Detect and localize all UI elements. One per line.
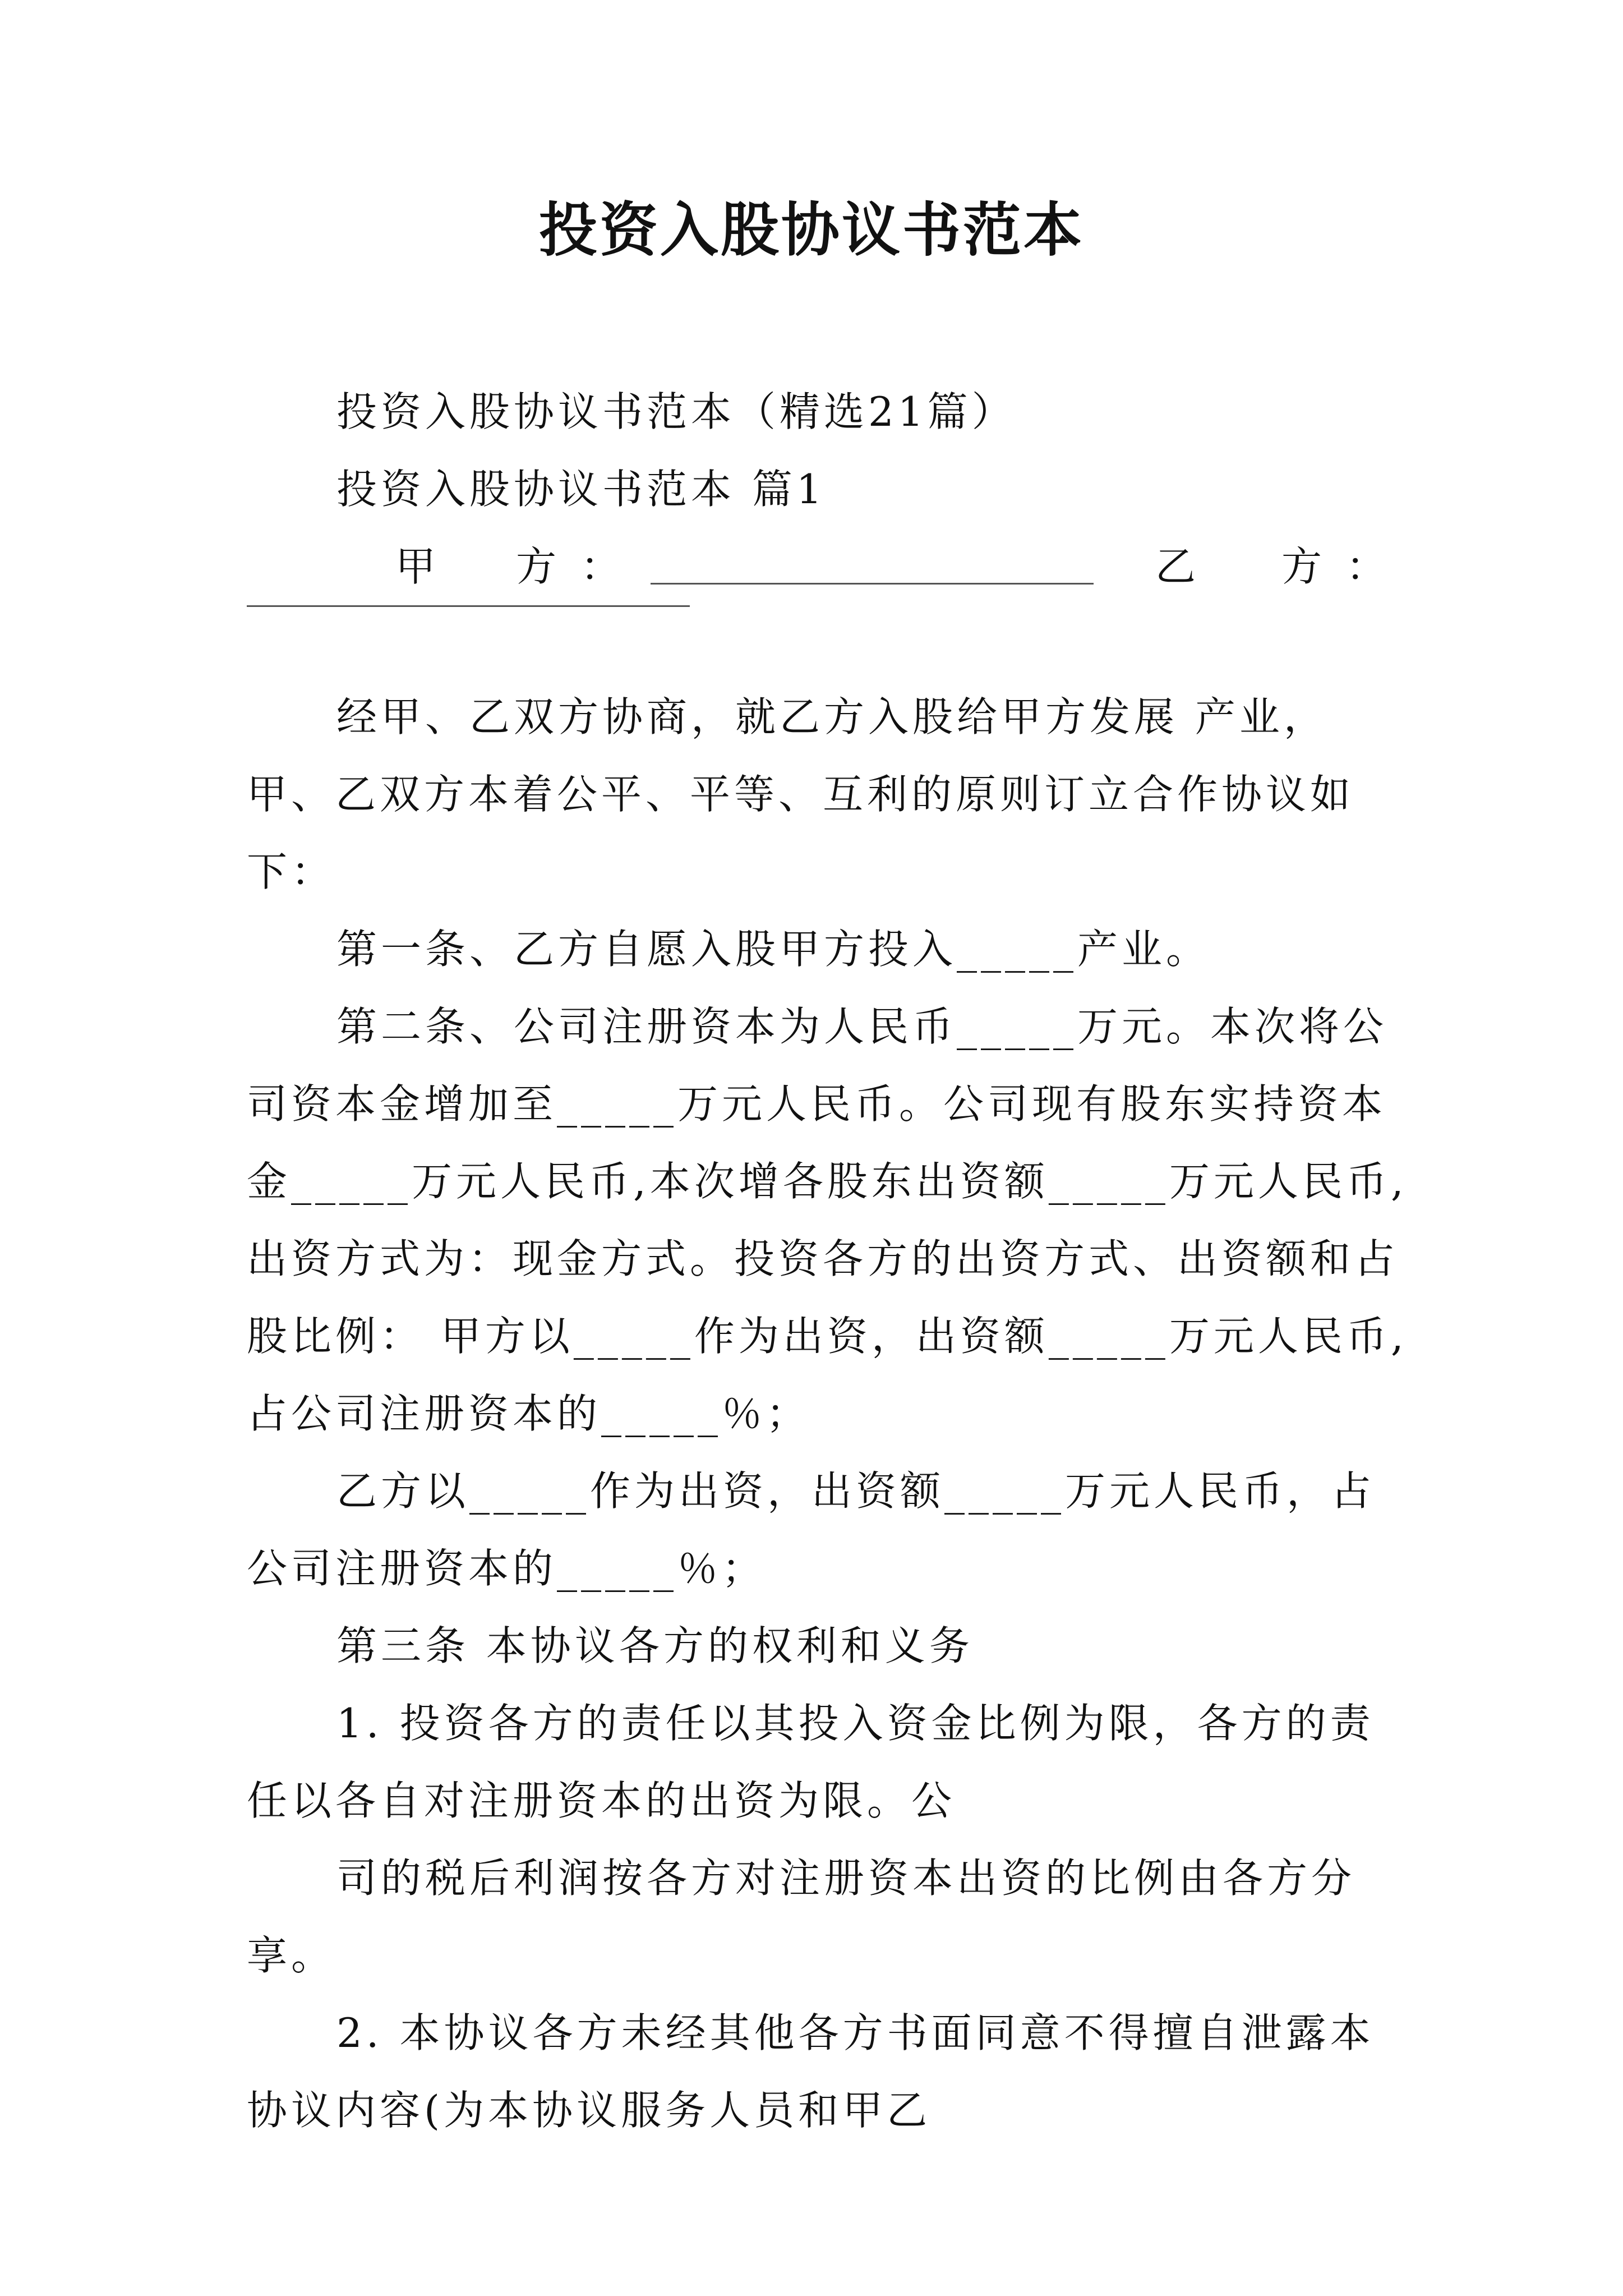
paragraph-clause-1: 1. 投资各方的责任以其投入资金比例为限，各方的责任以各自对注册资本的出资为限。公 xyxy=(247,1700,1375,1824)
paragraph-article-2: 第二条、公司注册资本为人民币_____万元。本次将公司资本金增加至_____万元人民币。公司现有股东实持资本金_____万元人民币,本次增各股东出资额_____万元人民币,出资方式为：现金方式。投资各方的出资方式、出资额和占股比例： 甲方以_____作为出资，出资额_____万元人民币,占公司注册资本的_____％； xyxy=(247,1003,1408,1437)
parties-line xyxy=(247,528,1408,605)
section-heading: 投资入股协议书范本 篇1 xyxy=(336,466,826,513)
paragraph-intro: 经甲、乙双方协商，就乙方入股给甲方发展 产业，甲、乙双方本着公平、平等、互利的原则订立合作协议如下： xyxy=(247,693,1355,895)
party-a-fang: 方 xyxy=(516,543,557,590)
paragraph-clause-2: 2. 本协议各方未经其他各方书面同意不得擅自泄露本协议内容(为本协议服务人员和甲乙 xyxy=(247,2009,1375,2134)
party-a-colon: ： xyxy=(580,543,621,590)
party-a-label: 甲 xyxy=(395,543,436,590)
paragraph-clause-1-cont: 司的税后利润按各方对注册资本出资的比例由各方分享。 xyxy=(247,1855,1356,1979)
party-b-label: 乙 xyxy=(1155,543,1196,590)
party-b-blank-line xyxy=(247,605,1408,661)
document-title: 投资入股协议书范本 xyxy=(538,195,1084,264)
document-body xyxy=(247,373,1408,2149)
paragraph-party-b-contribution: 乙方以_____作为出资，出资额_____万元人民币，占公司注册资本的_____％； xyxy=(247,1467,1376,1592)
paragraph-article-3-heading: 第三条 本协议各方的权利和义务 xyxy=(336,1622,974,1669)
paragraph-article-1: 第一条、乙方自愿入股甲方投入_____产业。 xyxy=(336,926,1211,973)
party-a-blank xyxy=(651,583,1094,585)
party-b-fang: 方 xyxy=(1281,543,1322,590)
party-b-colon: ： xyxy=(1346,543,1387,590)
party-b-blank xyxy=(247,605,690,607)
document-subtitle: 投资入股协议书范本（精选21篇） xyxy=(336,388,1016,435)
